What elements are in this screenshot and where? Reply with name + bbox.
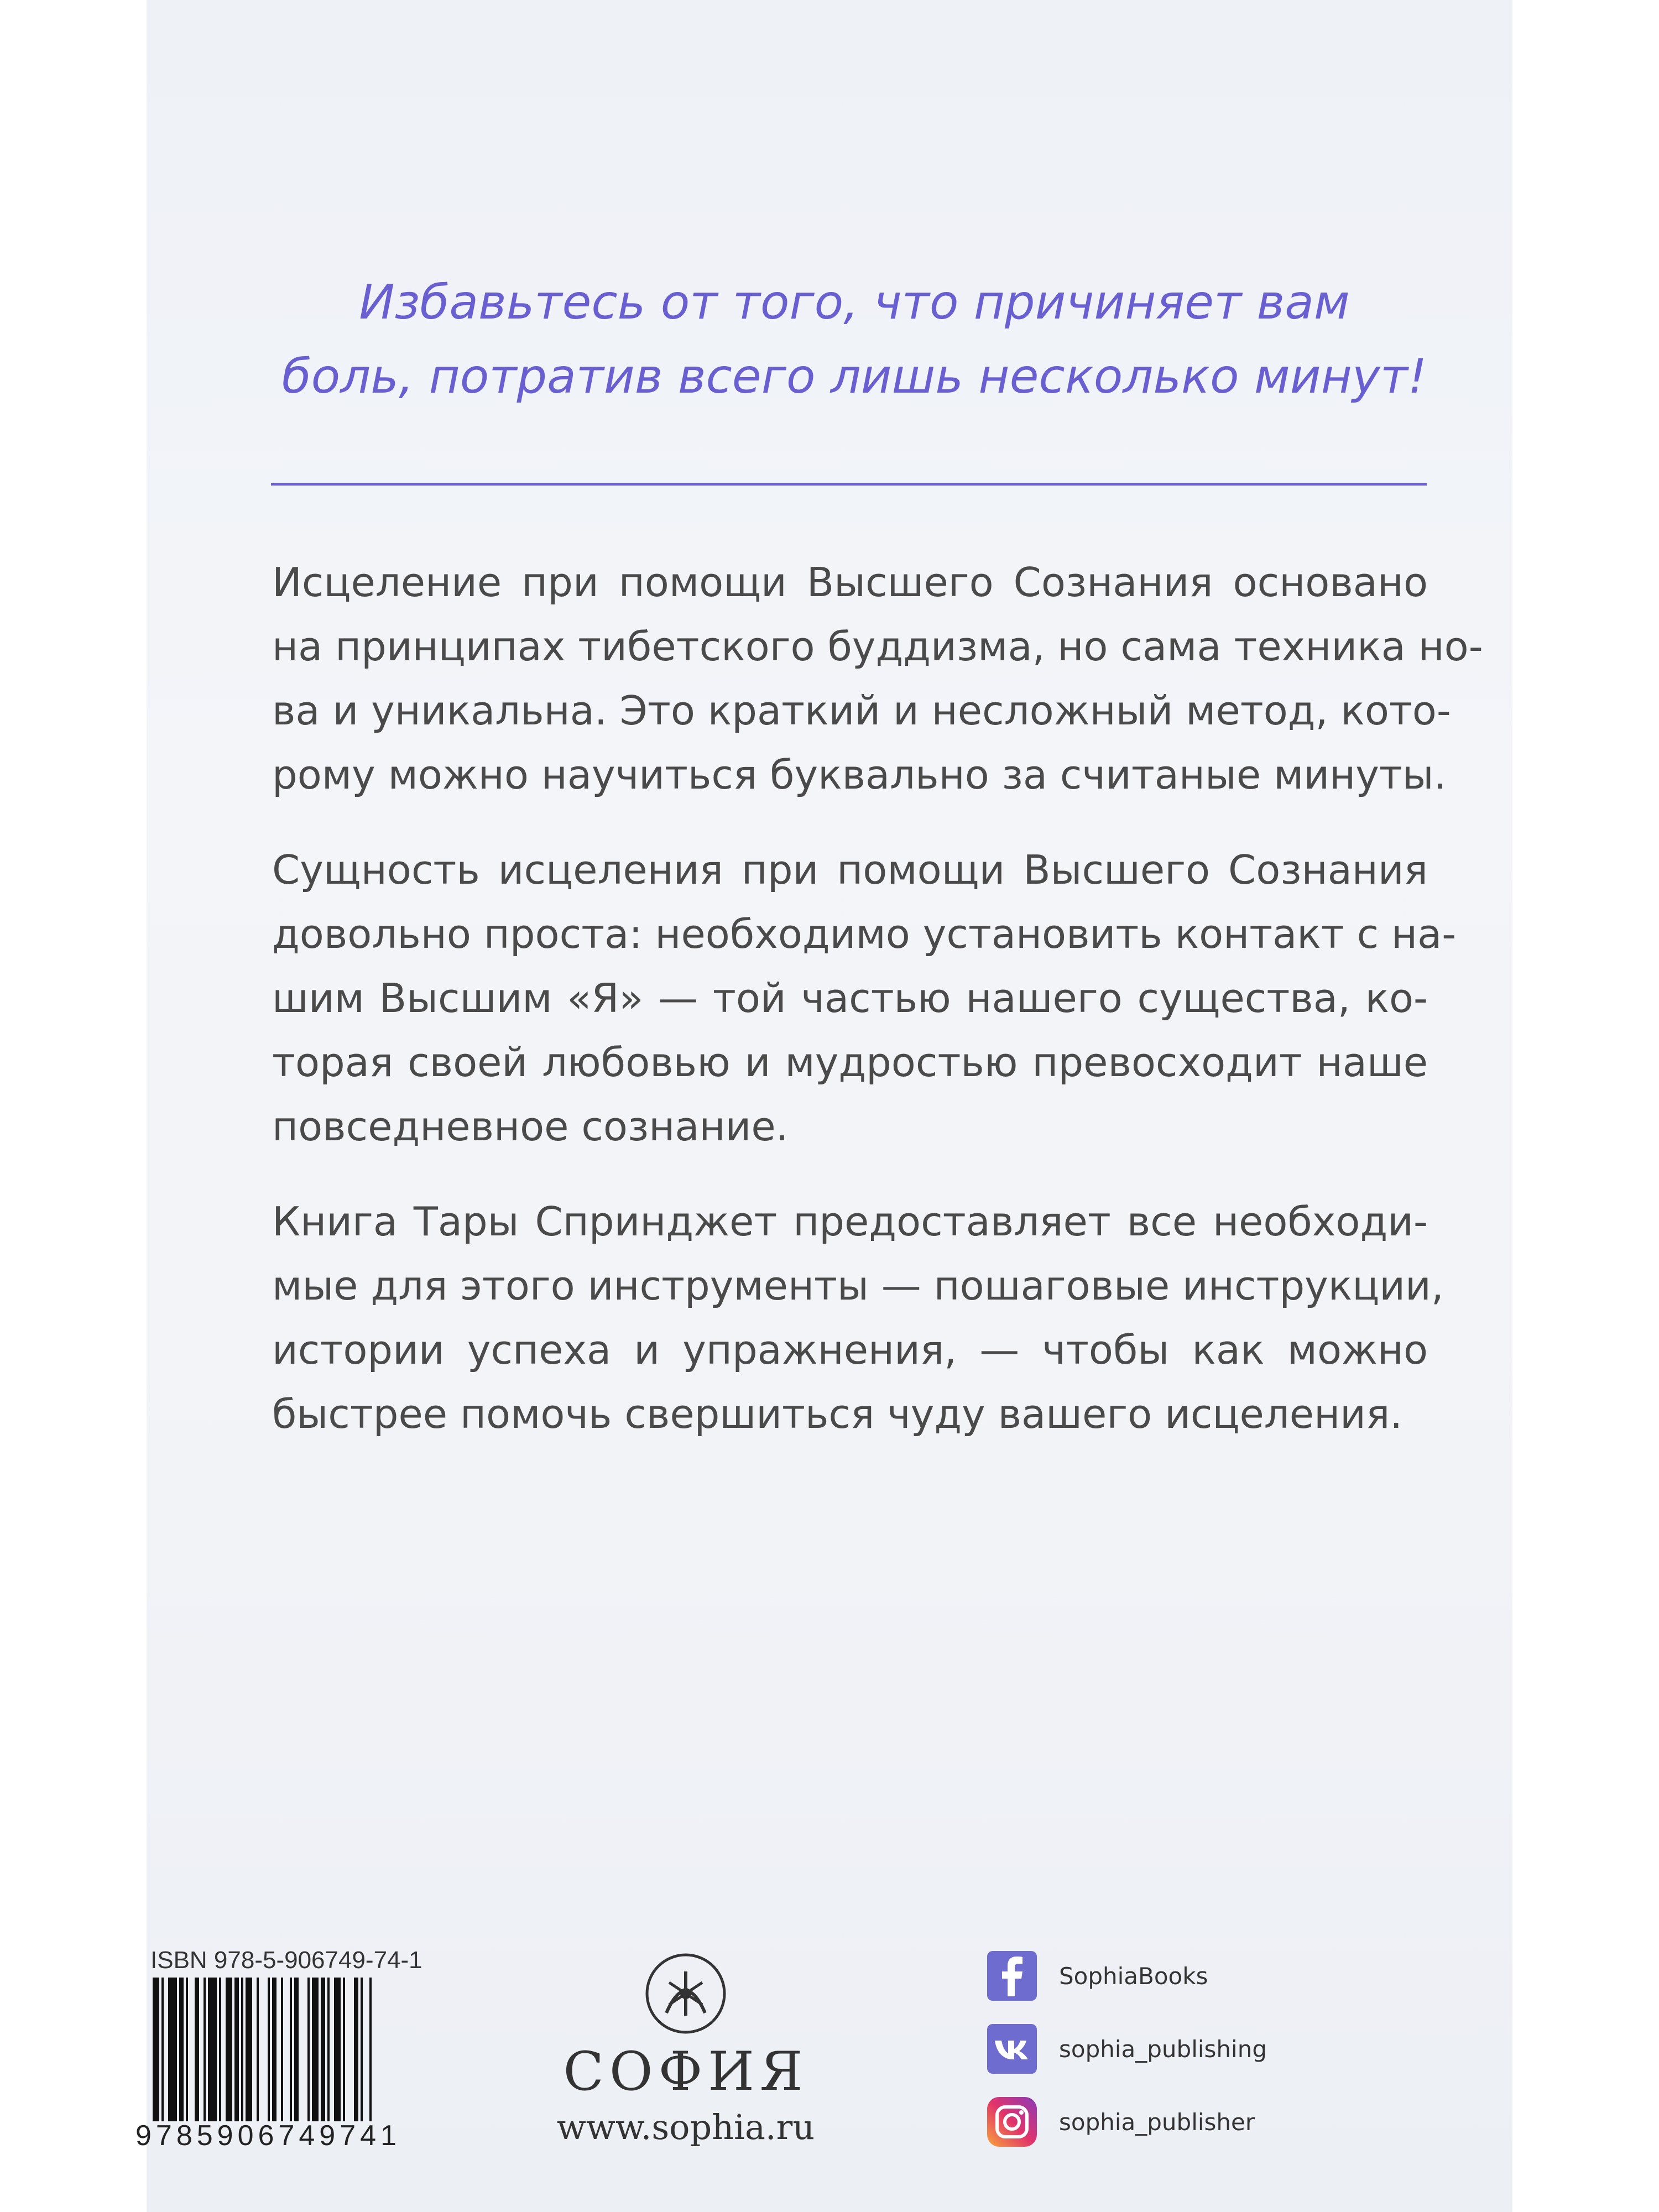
text-line: истории успеха и упражнения, — чтобы как можно [272, 1327, 1428, 1373]
barcode-bar [161, 1978, 164, 2121]
isbn-label: ISBN 978-5-906749-74-1 [150, 1947, 422, 1974]
barcode-bar [354, 1978, 358, 2121]
text-line: рому можно научиться буквально за считаные минуты. [272, 752, 1447, 798]
tagline-line-1: Избавьтесь от того, что причиняет вам [359, 275, 1350, 330]
paragraph-2 [272, 838, 1457, 1159]
text-line: Книга Тары Спринджет предоставляет все необходи- [272, 1198, 1428, 1245]
barcode-bar [153, 1978, 159, 2121]
paragraph-1 [272, 550, 1483, 807]
barcode-bar [241, 1978, 243, 2121]
text-line: довольно проста: необходимо установить контакт с на- [272, 911, 1457, 957]
vk-handle: sophia_publishing [1059, 2035, 1267, 2063]
text-line: шим Высшим «Я» — той частью нашего существа, ко- [272, 975, 1428, 1021]
social-links [987, 1949, 1267, 2168]
social-instagram[interactable] [987, 2095, 1267, 2148]
barcode-icon [150, 1978, 427, 2121]
barcode-bar [281, 1978, 283, 2121]
tagline [268, 265, 1441, 414]
barcode-bar [195, 1978, 199, 2121]
barcode-bar [343, 1978, 345, 2121]
barcode-bar [234, 1978, 239, 2121]
barcode-bar [179, 1978, 184, 2121]
text-line: повседневное сознание. [272, 1103, 789, 1150]
barcode-bar [294, 1978, 299, 2121]
vk-icon [987, 2024, 1037, 2074]
text-line: Исцеление при помощи Высшего Сознания основано [272, 559, 1428, 606]
barcode-bar [369, 1978, 372, 2121]
description-text [272, 550, 1483, 1477]
text-line: мые для этого инструменты — пошаговые инструкции, [272, 1262, 1444, 1309]
book-back-cover [147, 0, 1512, 2212]
barcode-bar [272, 1978, 276, 2121]
barcode-digits: 9785906749741 [135, 2120, 401, 2152]
barcode-bar [204, 1978, 206, 2121]
barcode-bar [257, 1978, 259, 2121]
facebook-handle: SophiaBooks [1059, 1962, 1208, 1990]
barcode-bar [219, 1978, 221, 2121]
divider-line [271, 483, 1427, 486]
social-facebook[interactable] [987, 1949, 1267, 2002]
barcode-bar [168, 1978, 177, 2121]
barcode-bar [208, 1978, 217, 2121]
barcode-bar [312, 1978, 319, 2121]
barcode-bar [186, 1978, 188, 2121]
instagram-icon [987, 2097, 1037, 2147]
barcode-bar [361, 1978, 363, 2121]
instagram-handle: sophia_publisher [1059, 2108, 1255, 2136]
facebook-icon [987, 1951, 1037, 2001]
text-line: Сущность исцеления при помощи Высшего Сознания [272, 847, 1428, 893]
paragraph-3 [272, 1190, 1444, 1446]
text-line: ва и уникальна. Это краткий и несложный метод, кото- [272, 687, 1451, 734]
text-line: на принципах тибетского буддизма, но сама техника но- [272, 623, 1483, 670]
barcode-bar [327, 1978, 330, 2121]
barcode-bar [268, 1978, 270, 2121]
text-line: быстрее помочь свершиться чуду вашего исцеления. [272, 1391, 1403, 1437]
barcode-bar [307, 1978, 310, 2121]
barcode-bar [246, 1978, 252, 2121]
social-vk[interactable] [987, 2022, 1267, 2075]
text-line: торая своей любовью и мудростью превосходит наше [272, 1039, 1428, 1086]
barcode-bar [334, 1978, 341, 2121]
barcode-bar [321, 1978, 325, 2121]
barcode-bar [226, 1978, 232, 2121]
barcode-bar [290, 1978, 292, 2121]
publisher-url[interactable]: www.sophia.ru [556, 2107, 815, 2147]
tagline-line-2: боль, потратив всего лишь несколько минут! [281, 349, 1427, 404]
sophia-emblem-icon [644, 1952, 727, 2035]
publisher-name: СОФИЯ [563, 2041, 808, 2103]
